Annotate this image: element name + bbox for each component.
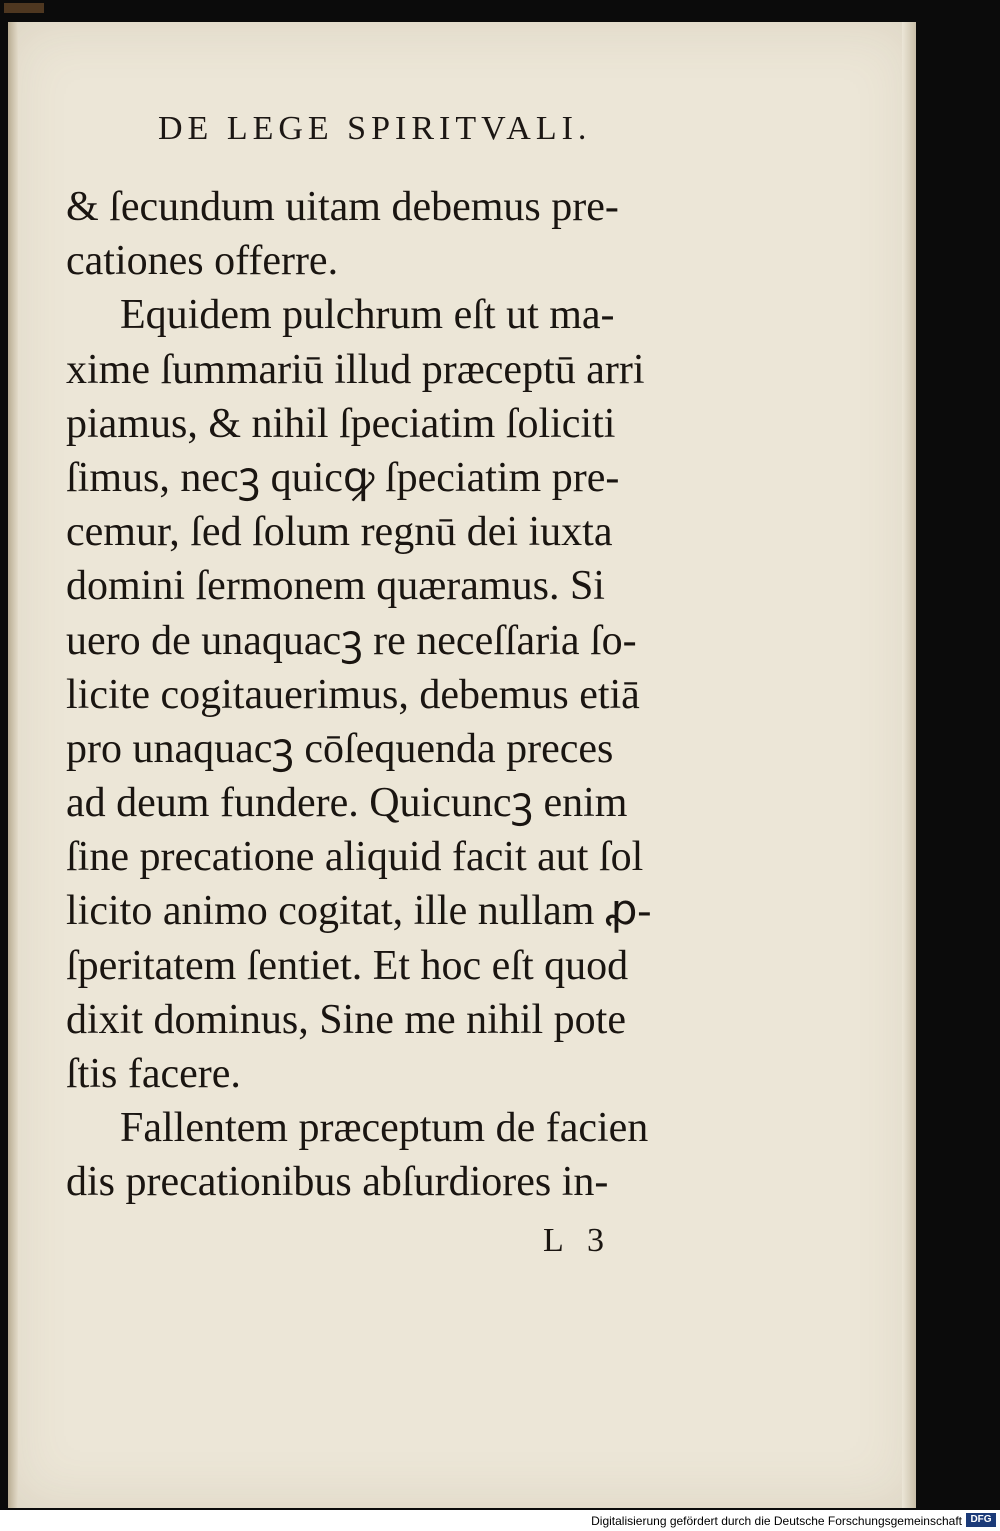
text-line: cationes offerre. <box>66 238 339 285</box>
text-line: licite cogitauerimus, debemus etiā <box>66 671 640 718</box>
text-line: ſtis facere. <box>66 1051 241 1097</box>
scan-corner-mark <box>4 3 44 13</box>
text-line: Fallentem præceptum de facien <box>120 1105 649 1152</box>
text-line: dis precationibus abſurdiores in- <box>66 1159 609 1206</box>
text-line: dixit dominus, Sine me nihil pote <box>66 996 626 1043</box>
page-edge <box>902 22 916 1508</box>
page-gutter <box>8 22 18 1508</box>
book-page <box>8 22 916 1508</box>
text-line: piamus, & nihil ſpeciatim ſoliciti <box>66 400 616 447</box>
running-head: DE LEGE SPIRITVALI. <box>158 110 592 147</box>
footer-credit: Digitalisierung gefördert durch die Deutsche Forschungsgemeinschaft <box>591 1514 962 1528</box>
text-line: domini ſermonem quæramus. Si <box>66 563 605 610</box>
text-line: pro unaquacꝫ cōſequenda preces <box>66 725 614 772</box>
text-line: ſperitatem ſentiet. Et hoc eſt quod <box>66 942 629 989</box>
text-line: uero de unaquacꝫ re neceſſaria ſo- <box>66 617 637 664</box>
text-line: ſine precatione aliquid facit aut ſol <box>66 834 644 881</box>
digitization-footer <box>0 1510 1000 1531</box>
text-line: licito animo cogitat, ille nullam ꝓ- <box>66 888 652 935</box>
text-line: cemur, ſed ſolum regnū dei iuxta <box>66 509 613 556</box>
dfg-logo: DFG <box>966 1513 996 1527</box>
body-text <box>66 180 726 1210</box>
text-line: xime ſummariū illud præceptū arri <box>66 346 645 393</box>
signature-mark: L 3 <box>543 1222 613 1259</box>
text-line: ſimus, necꝫ quicꝙ ſpeciatim pre- <box>66 454 620 501</box>
text-line: ad deum fundere. Quicuncꝫ enim <box>66 780 628 827</box>
text-line: Equidem pulchrum eſt ut ma- <box>120 292 615 339</box>
text-line: & ſecundum uitam debemus pre- <box>66 184 619 230</box>
